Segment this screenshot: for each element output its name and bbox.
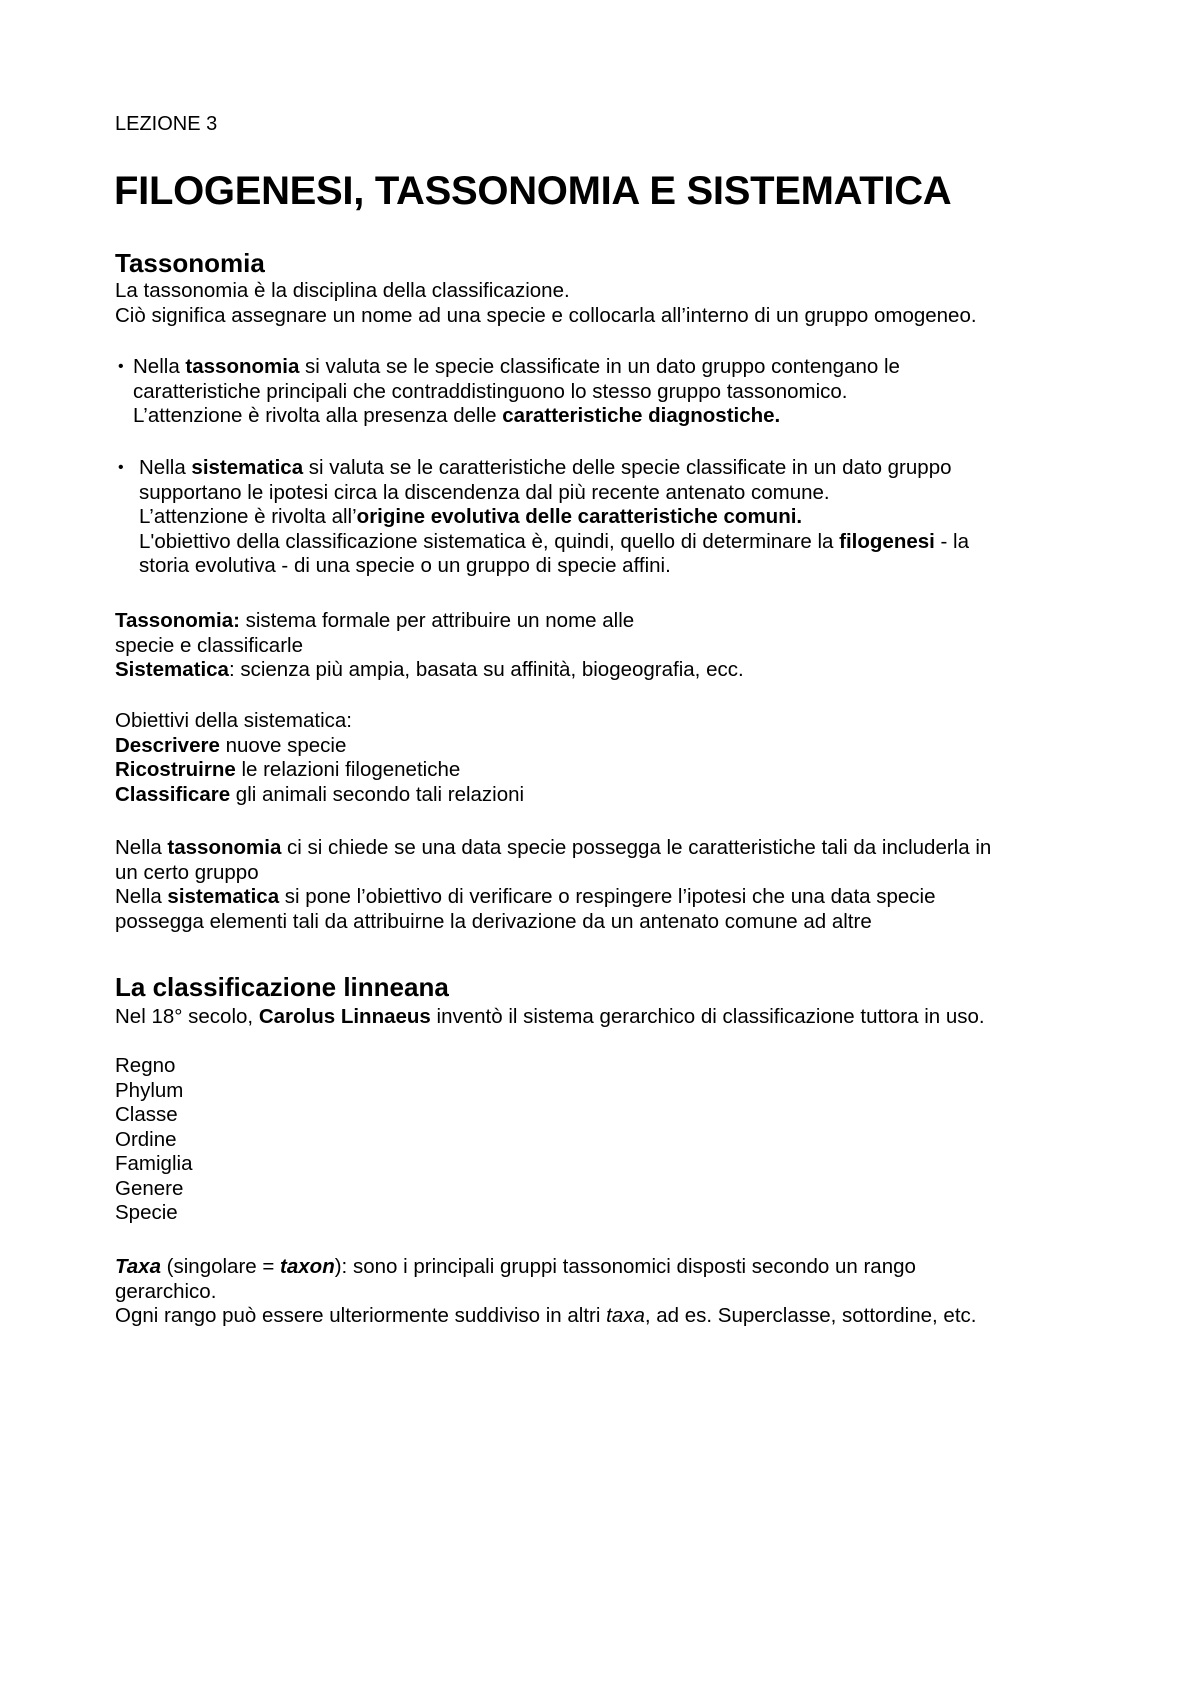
bullet-line: L'obiettivo della classificazione sistematica è, quindi, quello di determinare la filogenesi - la xyxy=(139,529,970,553)
heading-tassonomia: Tassonomia xyxy=(115,248,265,278)
bullet-line: supportano le ipotesi circa la discendenza dal più recente antenato comune. xyxy=(139,480,830,504)
bullet-tassonomia xyxy=(115,355,1125,429)
page-title: FILOGENESI, TASSONOMIA E SISTEMATICA xyxy=(114,169,952,213)
bullet-line: L’attenzione è rivolta alla presenza delle caratteristiche diagnostiche. xyxy=(133,404,781,427)
rank-item: Regno xyxy=(115,1054,176,1077)
rank-item: Phylum xyxy=(115,1078,184,1102)
comparison-line: Nella sistematica si pone l’obiettivo di verificare o respingere l’ipotesi che una data specie xyxy=(115,885,936,908)
taxa-paragraph xyxy=(115,1255,1125,1329)
taxa-line: Ogni rango può essere ulteriormente suddiviso in altri taxa, ad es. Superclasse, sottordine, etc. xyxy=(115,1304,977,1327)
bullet-line: storia evolutiva - di una specie o un gruppo di specie affini. xyxy=(139,554,671,577)
bullet-icon: • xyxy=(118,459,124,476)
objective-item: Ricostruirne le relazioni filogenetiche xyxy=(115,758,461,781)
linnean-intro xyxy=(115,1005,1125,1030)
bullet-line: caratteristiche principali che contraddistinguono lo stesso gruppo tassonomico. xyxy=(133,379,848,403)
objectives-intro: Obiettivi della sistematica: xyxy=(115,709,352,732)
rank-item: Classe xyxy=(115,1103,178,1126)
rank-item: Specie xyxy=(115,1201,178,1224)
comparison-line: Nella tassonomia ci si chiede se una data specie possegga le caratteristiche tali da includerla in xyxy=(115,836,992,859)
comparison xyxy=(115,836,1125,934)
comparison-line: possegga elementi tali da attribuirne la derivazione da un antenato comune ad altre xyxy=(115,909,872,933)
taxa-line: Taxa (singolare = taxon): sono i principali gruppi tassonomici disposti secondo un rango xyxy=(115,1255,916,1278)
rank-item: Ordine xyxy=(115,1127,177,1151)
comparison-line: un certo gruppo xyxy=(115,860,259,884)
linnean-intro-line: Nel 18° secolo, Carolus Linnaeus inventò il sistema gerarchico di classificazione tuttora in uso. xyxy=(115,1005,985,1028)
rank-item: Famiglia xyxy=(115,1152,193,1175)
definition-tassonomia: Tassonomia: sistema formale per attribuire un nome alle xyxy=(115,609,635,632)
definition-sistematica: Sistematica: scienza più ampia, basata su affinità, biogeografia, ecc. xyxy=(115,658,744,681)
lesson-number: LEZIONE 3 xyxy=(115,113,218,135)
bullet-line: Nella sistematica si valuta se le caratteristiche delle specie classificate in un dato gruppo xyxy=(139,456,952,479)
rank-list xyxy=(115,1054,1125,1226)
definition-tassonomia-cont: specie e classificarle xyxy=(115,633,303,657)
bullet-line: L’attenzione è rivolta all’origine evolutiva delle caratteristiche comuni. xyxy=(139,505,803,528)
taxa-line: gerarchico. xyxy=(115,1279,217,1303)
intro-line: La tassonomia è la disciplina della classificazione. xyxy=(115,279,570,302)
intro-paragraph xyxy=(115,279,1125,328)
bullet-icon: • xyxy=(118,358,124,375)
intro-line: Ciò significa assegnare un nome ad una specie e collocarla all’interno di un gruppo omogeneo. xyxy=(115,303,977,327)
objective-item: Descrivere nuove specie xyxy=(115,733,347,757)
bullet-line: Nella tassonomia si valuta se le specie classificate in un dato gruppo contengano le xyxy=(133,355,900,378)
bullet-sistematica xyxy=(115,456,1125,579)
objectives xyxy=(115,709,1125,807)
objective-item: Classificare gli animali secondo tali relazioni xyxy=(115,782,525,806)
heading-linnean: La classificazione linneana xyxy=(115,972,449,1002)
definitions xyxy=(115,609,1125,683)
rank-item: Genere xyxy=(115,1176,184,1200)
